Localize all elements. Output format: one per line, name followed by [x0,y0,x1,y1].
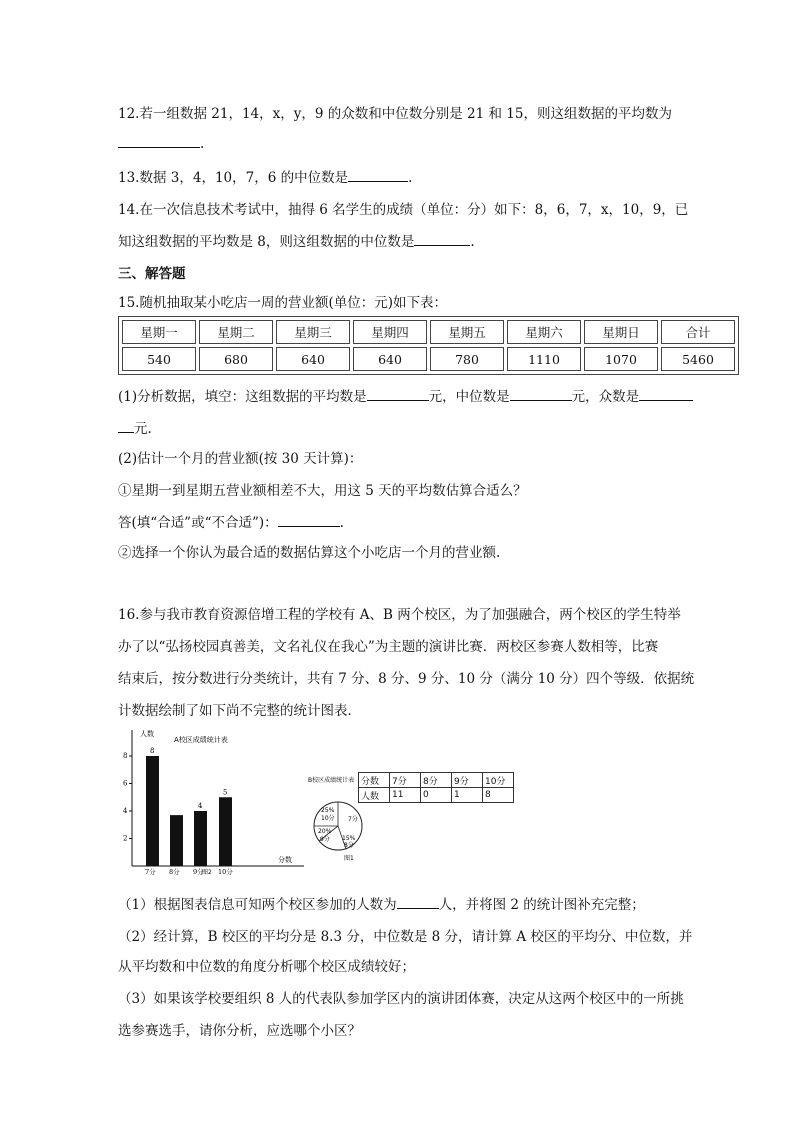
weekly-sales-table [118,316,739,375]
b-campus-table [358,772,514,803]
table-header-cell: 星期三 [276,320,350,344]
table-row: 人数 11 0 1 8 [359,788,514,803]
median-blank[interactable] [510,387,572,401]
pie-label: 8分 [344,842,354,849]
table-cell: 640 [276,347,350,371]
y-tick-label: 2 [123,834,128,843]
pie-chart-title: B校区成绩统计表 [308,777,355,784]
x-tick-label: 9分 [193,868,204,876]
section-heading: 三、解答题 [118,266,186,282]
table-header-cell: 星期一 [122,320,196,344]
pie-label: 20% [318,828,332,835]
table-header-cell: 合计 [661,320,735,344]
table-cell: 780 [430,347,504,371]
x-tick-label: 8分 [169,868,180,876]
pie-label: 7分 [348,816,358,823]
bar-8分 [170,815,183,866]
q12-line2: . [118,134,204,152]
q15-part2: (2)估计一个月的营业额(按 30 天计算)： [118,451,363,467]
table-row: 分数 7分 8分 9分 10分 [359,773,514,788]
pie-label: 9分 [320,836,330,843]
x-axis-label: 分数 [278,856,292,864]
table-value-row [122,347,735,371]
q15-part2a: ①星期一到星期五营业额相差不大，用这 5 天的平均数估算合适么？ [118,483,527,499]
y-axis-label: 人数 [140,730,154,738]
q16-sub1: （1）根据图表信息可知两个校区参加的人数为 人，并将图 2 的统计图补充完整； [118,897,645,913]
q16-line4: 计数据绘制了如下尚不完整的统计图表． [118,703,361,719]
q16-sub2-line2: 从平均数和中位数的角度分析哪个校区成绩较好； [118,959,415,975]
q16-line1: 16.参与我市教育资源倍增工程的学校有 A、B 两个校区，为了加强融合，两个校区的学生特举 [118,607,681,623]
q15-part1: (1)分析数据，填空：这组数据的平均数是 元，中位数是 元，众数是 [118,385,693,405]
q13: 13.数据 3，4，10，7，6 的中位数是 . [118,170,413,186]
bar-10分 [219,797,232,866]
bar-7分 [146,756,159,866]
table-cell: 680 [199,347,273,371]
y-tick-label: 8 [123,752,128,760]
table-header-row [122,320,735,344]
table-cell: 5460 [661,347,735,371]
q14-line1: 14.在一次信息技术考试中，抽得 6 名学生的成绩（单位：分）如下：8，6，7，x，10，9，已 [118,202,689,218]
table-cell: 1070 [584,347,658,371]
y-tick-label: 6 [123,779,128,788]
table-header-cell: 星期二 [199,320,273,344]
bar-value-label: 4 [198,802,203,810]
x-tick-label: 7分 [145,868,156,876]
q16-sub3-line2: 选参赛选手，请你分析，应选哪个小区？ [118,1023,361,1039]
suitability-blank[interactable] [278,513,340,527]
q16-sub2-line1: （2）经计算，B 校区的平均分是 8.3 分，中位数是 8 分，请计算 A 校区的平均分、中位数，并 [118,929,693,945]
y-tick-label: 4 [123,807,128,815]
pie-label: 15% [342,835,356,842]
table-header-cell: 星期六 [507,320,581,344]
table-header-cell: 星期四 [353,320,427,344]
pie-label: 10分 [321,815,335,822]
q15-part2b: 答(填“合适”或“不合适”)： . [118,515,344,531]
table-cell: 540 [122,347,196,371]
bar-value-label: 8 [150,747,155,755]
q14-answer-blank[interactable] [414,232,470,246]
q16-line3: 结束后，按分数进行分类统计，共有 7 分、8 分、9 分、10 分（满分 10 分）四个等级．依据统 [118,671,695,687]
q16-sub3-line1: （3）如果该学校要组织 8 人的代表队参加学区内的演讲团体赛，决定从这两个校区中的一所挑 [118,991,684,1007]
table-cell: 1110 [507,347,581,371]
bar-9分 [194,811,207,866]
q12-text: 12.若一组数据 21，14，x，y，9 的众数和中位数分别是 21 和 15，则这组数据的平均数为 [118,106,672,122]
table-header-cell: 星期五 [430,320,504,344]
q12-line1 [118,102,672,122]
participants-blank[interactable] [397,895,439,909]
q14-line2: 知这组数据的平均数是 8，则这组数据的中位数是 . [118,234,475,250]
table-cell: 640 [353,347,427,371]
statistics-figure [118,726,378,876]
bar-figure-number: 图2 [202,869,212,876]
q16-line2: 办了以“弘扬校园真善美，文名礼仪在我心”为主题的演讲比赛．两校区参赛人数相等，比赛 [118,639,659,655]
pie-figure-number: 图1 [344,855,354,862]
mean-blank[interactable] [367,387,429,401]
x-tick-label: 10分 [218,868,233,876]
bar-value-label: 5 [223,788,228,797]
mode-blank[interactable] [639,387,693,401]
q15-intro: 15.随机抽取某小吃店一周的营业额(单位：元)如下表： [118,295,448,311]
q12-answer-blank[interactable] [118,134,200,148]
pie-label: 25% [321,807,335,814]
q13-answer-blank[interactable] [348,168,408,182]
q15-part2c: ②选择一个你认为最合适的数据估算这个小吃店一个月的营业额. [118,545,501,561]
bar-chart-title: A校区成绩统计表 [174,736,228,744]
q15-part1-end: 元. [118,417,152,437]
table-header-cell: 星期日 [584,320,658,344]
